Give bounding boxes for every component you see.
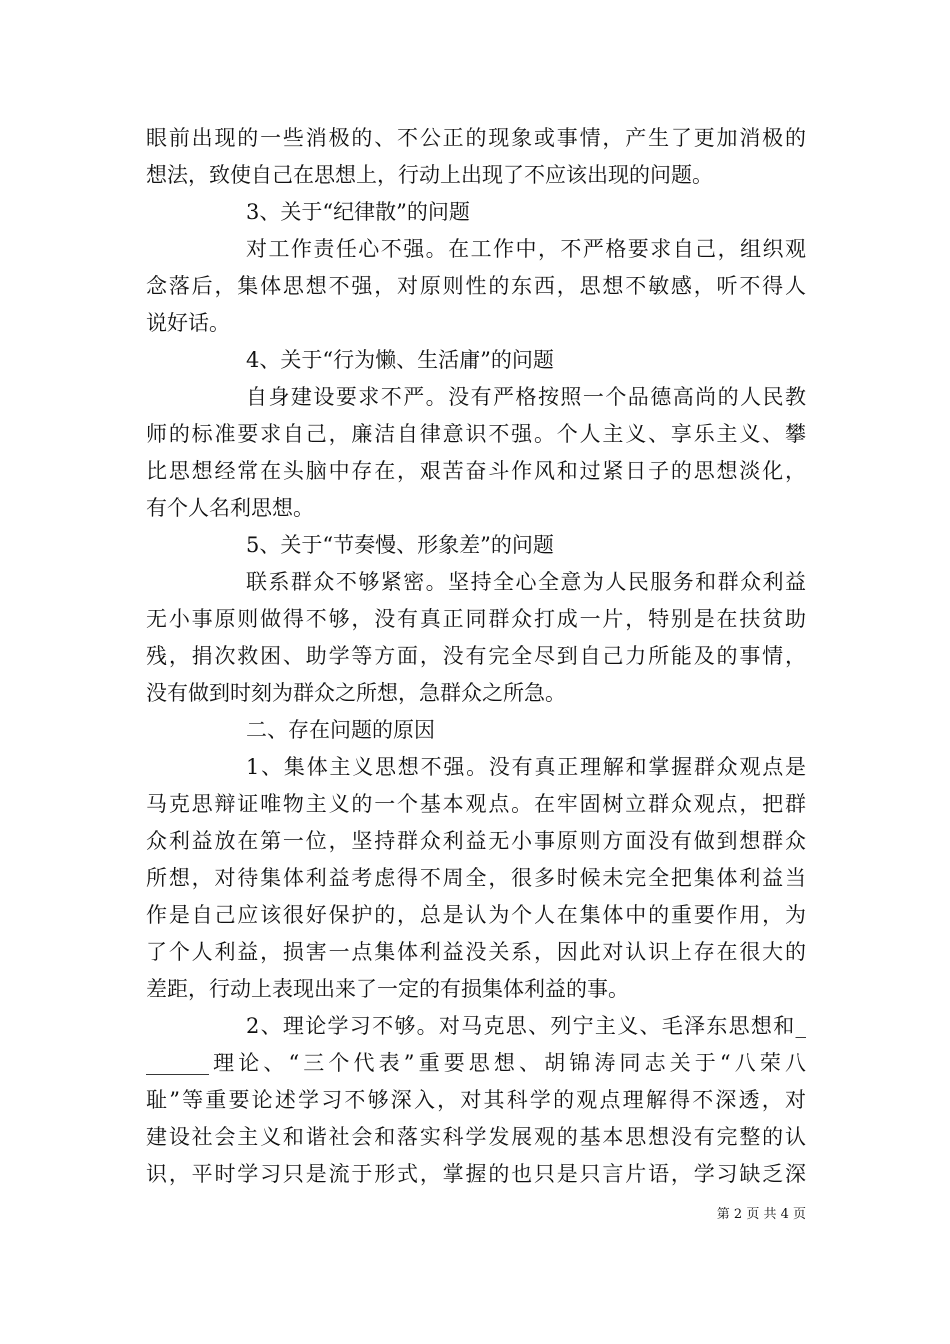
text-line: 想法，致使自己在思想上，行动上出现了不应该出现的问题。 — [146, 163, 713, 187]
text-line: 所想，对待集体利益考虑得不周全，很多时候未完全把集体利益当 — [146, 866, 806, 890]
text-line: 比思想经常在头脑中存在，艰苦奋斗作风和过紧日子的思想淡化， — [146, 459, 806, 483]
page-number: 第 2 页 共 4 页 — [716, 1207, 806, 1222]
text-line: 残，捐次救困、助学等方面，没有完全尽到自己力所能及的事情， — [146, 644, 806, 668]
text-line: 2、理论学习不够。对马克思、列宁主义、毛泽东思想和_ — [246, 1014, 806, 1038]
text-line: 1、集体主义思想不强。没有真正理解和掌握群众观点是 — [246, 755, 806, 779]
text-line: 无小事原则做得不够，没有真正同群众打成一片，特别是在扶贫助 — [146, 607, 806, 631]
text-line: 识，平时学习只是流于形式，掌握的也只是只言片语，学习缺乏深 — [146, 1162, 806, 1186]
section-heading: 3、关于“纪律散”的问题 — [246, 200, 470, 224]
text-line: 马克思辩证唯物主义的一个基本观点。在牢固树立群众观点，把群 — [146, 792, 806, 816]
text-line: 对工作责任心不强。在工作中，不严格要求自己，组织观 — [246, 237, 806, 261]
text-line: 了个人利益，损害一点集体利益没关系，因此对认识上存在很大的 — [146, 940, 806, 964]
text-line: 没有做到时刻为群众之所想，急群众之所急。 — [146, 681, 566, 705]
text-line: ______理论、“三个代表”重要思想、胡锦涛同志关于“八荣八 — [146, 1051, 806, 1075]
text-line: 师的标准要求自己，廉洁自律意识不强。个人主义、享乐主义、攀 — [146, 422, 806, 446]
text-line: 作是自己应该很好保护的，总是认为个人在集体中的重要作用，为 — [146, 903, 806, 927]
section-heading: 5、关于“节奏慢、形象差”的问题 — [246, 533, 554, 557]
text-line: 建设社会主义和谐社会和落实科学发展观的基本思想没有完整的认 — [146, 1125, 806, 1149]
section-heading: 4、关于“行为懒、生活庸”的问题 — [246, 348, 554, 372]
section-heading: 二、存在问题的原因 — [246, 718, 435, 742]
text-line: 说好话。 — [146, 311, 230, 335]
text-line: 眼前出现的一些消极的、不公正的现象或事情，产生了更加消极的 — [146, 126, 806, 150]
text-line: 众利益放在第一位，坚持群众利益无小事原则方面没有做到想群众 — [146, 829, 806, 853]
text-line: 自身建设要求不严。没有严格按照一个品德高尚的人民教 — [246, 385, 806, 409]
text-line: 耻”等重要论述学习不够深入，对其科学的观点理解得不深透，对 — [146, 1088, 806, 1112]
text-line: 有个人名利思想。 — [146, 496, 314, 520]
text-line: 差距，行动上表现出来了一定的有损集体利益的事。 — [146, 977, 629, 1001]
text-line: 念落后，集体思想不强，对原则性的东西，思想不敏感，听不得人 — [146, 274, 806, 298]
text-line: 联系群众不够紧密。坚持全心全意为人民服务和群众利益 — [246, 570, 806, 594]
